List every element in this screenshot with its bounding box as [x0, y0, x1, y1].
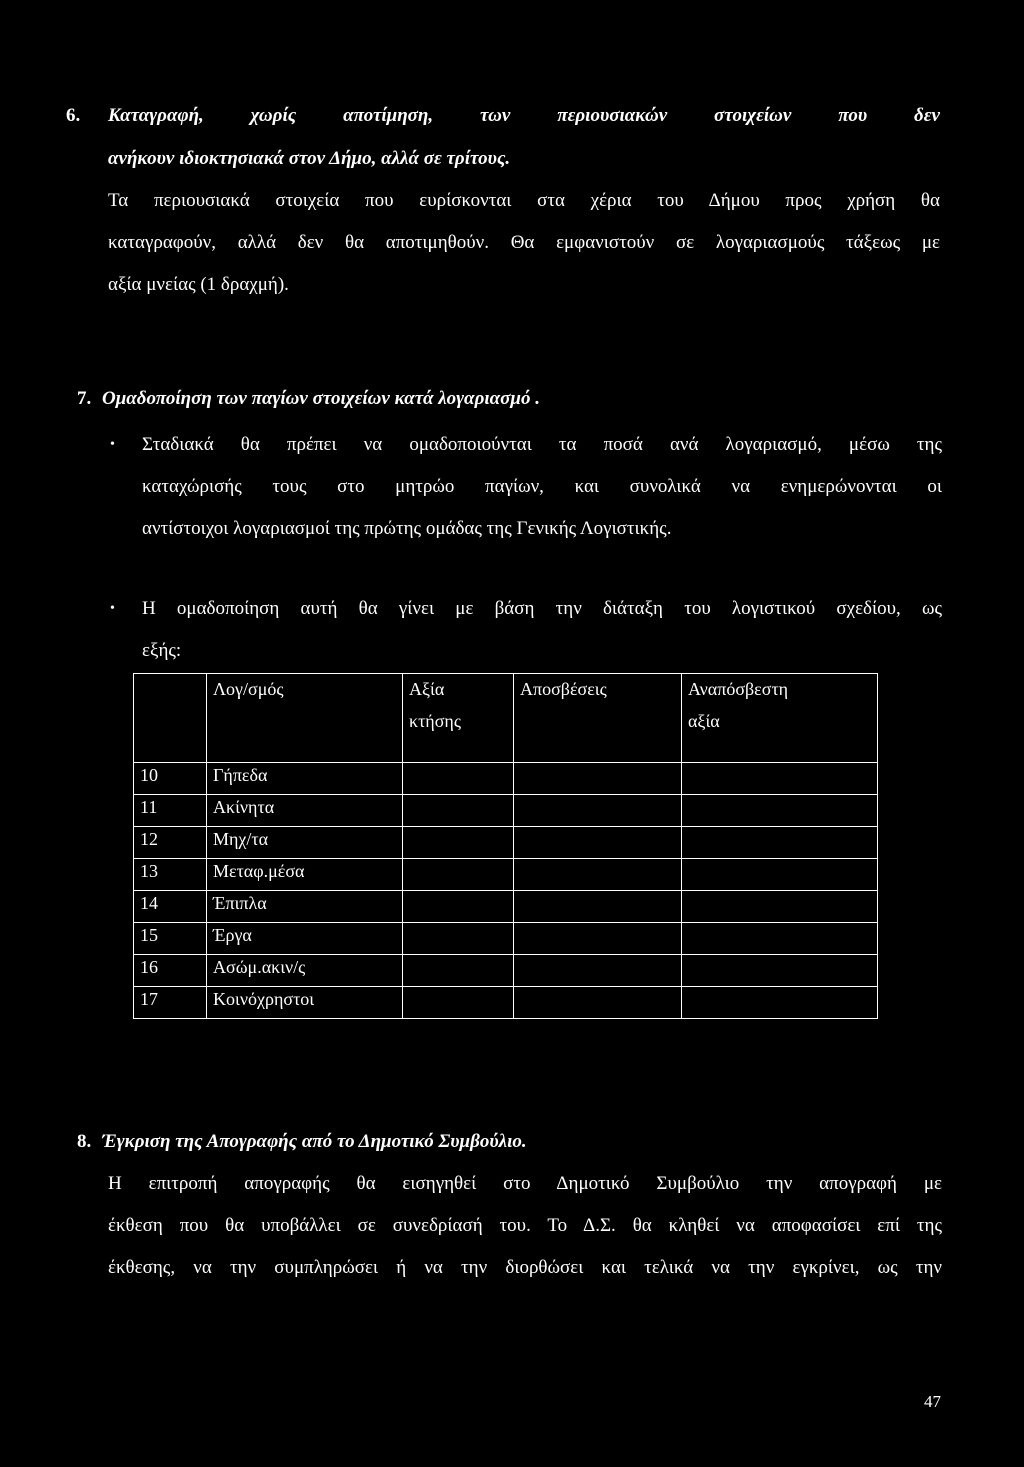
- header-cell-depreciation: Αποσβέσεις: [514, 674, 682, 763]
- table-row: [134, 987, 878, 1019]
- account-code-cell: 14: [134, 891, 207, 923]
- account-name-cell: Μεταφ.μέσα: [207, 859, 403, 891]
- section-8-heading: [77, 1130, 527, 1154]
- table-row: [134, 763, 878, 795]
- account-code-cell: 10: [134, 763, 207, 795]
- section-6-heading: [66, 104, 940, 128]
- depreciation-cell: [514, 795, 682, 827]
- net-value-cell: [682, 763, 878, 795]
- net-value-cell: [682, 955, 878, 987]
- account-name-cell: Γήπεδα: [207, 763, 403, 795]
- section-6-body-line3: αξία μνείας (1 δραχμή).: [108, 274, 289, 295]
- acquisition-value-cell: [403, 955, 514, 987]
- section-6-body-line2: καταγραφούν, αλλά δεν θα αποτιμηθούν. Θα εμφανιστούν σε λογαριασμούς τάξεως με: [108, 232, 940, 253]
- acquisition-value-cell: [403, 763, 514, 795]
- net-value-cell: [682, 987, 878, 1019]
- acquisition-value-cell: [403, 795, 514, 827]
- net-value-cell: [682, 859, 878, 891]
- acquisition-value-cell: [403, 987, 514, 1019]
- section-6-body-line1: Τα περιουσιακά στοιχεία που ευρίσκονται στα χέρια του Δήμου προς χρήση θα: [108, 190, 940, 211]
- section-7-title: Ομαδοποίηση των παγίων στοιχείων κατά λογαριασμό .: [102, 388, 540, 409]
- header-cell-code: [134, 674, 207, 763]
- bullet-icon: •: [110, 437, 115, 452]
- section-6-title-line1: Καταγραφή, χωρίς αποτίμηση, των περιουσιακών στοιχείων που δεν: [108, 105, 940, 126]
- section-7-number: 7.: [77, 388, 92, 409]
- account-code-cell: 17: [134, 987, 207, 1019]
- table-row: [134, 923, 878, 955]
- section-6-number: 6.: [66, 105, 81, 126]
- section-8-body-line3: έκθεσης, να την συμπληρώσει ή να την διορθώσει και τελικά να την εγκρίνει, ως την: [108, 1257, 942, 1278]
- net-value-cell: [682, 795, 878, 827]
- header-cell-net-value: Αναπόσβεστη αξία: [682, 674, 878, 763]
- table-row: [134, 859, 878, 891]
- account-name-cell: Ακίνητα: [207, 795, 403, 827]
- account-code-cell: 11: [134, 795, 207, 827]
- section-8-body-line2: έκθεση που θα υποβάλλει σε συνεδρίασή του. Το Δ.Σ. θα κληθεί να αποφασίσει επί της: [108, 1215, 942, 1236]
- table-row: [134, 795, 878, 827]
- table-row: [134, 891, 878, 923]
- net-value-cell: [682, 891, 878, 923]
- section-8-title: Έγκριση της Απογραφής από το Δημοτικό Συμβούλιο.: [102, 1131, 527, 1152]
- account-code-cell: 13: [134, 859, 207, 891]
- account-name-cell: Μηχ/τα: [207, 827, 403, 859]
- section-7-bullet2-line1: Η ομαδοποίηση αυτή θα γίνει με βάση την διάταξη του λογιστικού σχεδίου, ως: [142, 598, 942, 619]
- acquisition-value-cell: [403, 923, 514, 955]
- account-code-cell: 16: [134, 955, 207, 987]
- section-7-heading: [77, 387, 540, 411]
- account-name-cell: Ασώμ.ακιν/ς: [207, 955, 403, 987]
- account-code-cell: 15: [134, 923, 207, 955]
- section-7-bullet1-line1: Σταδιακά θα πρέπει να ομαδοποιούνται τα ποσά ανά λογαριασμό, μέσω της: [142, 434, 942, 455]
- net-value-cell: [682, 827, 878, 859]
- depreciation-cell: [514, 955, 682, 987]
- table-header-row: [134, 674, 878, 763]
- acquisition-value-cell: [403, 859, 514, 891]
- account-name-cell: Κοινόχρηστοι: [207, 987, 403, 1019]
- account-name-cell: Έπιπλα: [207, 891, 403, 923]
- acquisition-value-cell: [403, 827, 514, 859]
- page-number: 47: [924, 1392, 941, 1411]
- depreciation-cell: [514, 891, 682, 923]
- table-row: [134, 827, 878, 859]
- depreciation-cell: [514, 987, 682, 1019]
- depreciation-cell: [514, 763, 682, 795]
- depreciation-cell: [514, 827, 682, 859]
- net-value-cell: [682, 923, 878, 955]
- table-row: [134, 955, 878, 987]
- section-8-body-line1: Η επιτροπή απογραφής θα εισηγηθεί στο Δημοτικό Συμβούλιο την απογραφή με: [108, 1173, 942, 1194]
- bullet-icon: •: [110, 601, 115, 616]
- fixed-assets-table: [133, 673, 878, 1019]
- section-6-title-line2: ανήκουν ιδιοκτησιακά στον Δήμο, αλλά σε τρίτους.: [108, 148, 511, 169]
- section-7-bullet1-line3: αντίστοιχοι λογαριασμοί της πρώτης ομάδας της Γενικής Λογιστικής.: [142, 518, 672, 539]
- account-name-cell: Έργα: [207, 923, 403, 955]
- header-cell-account: Λογ/σμός: [207, 674, 403, 763]
- section-7-bullet2-line2: εξής:: [142, 640, 182, 661]
- depreciation-cell: [514, 859, 682, 891]
- section-8-number: 8.: [77, 1131, 92, 1152]
- account-code-cell: 12: [134, 827, 207, 859]
- section-7-bullet1-line2: καταχώρισής τους στο μητρώο παγίων, και συνολικά να ενημερώνονται οι: [142, 476, 942, 497]
- depreciation-cell: [514, 923, 682, 955]
- header-cell-acquisition-value: Αξία κτήσης: [403, 674, 514, 763]
- acquisition-value-cell: [403, 891, 514, 923]
